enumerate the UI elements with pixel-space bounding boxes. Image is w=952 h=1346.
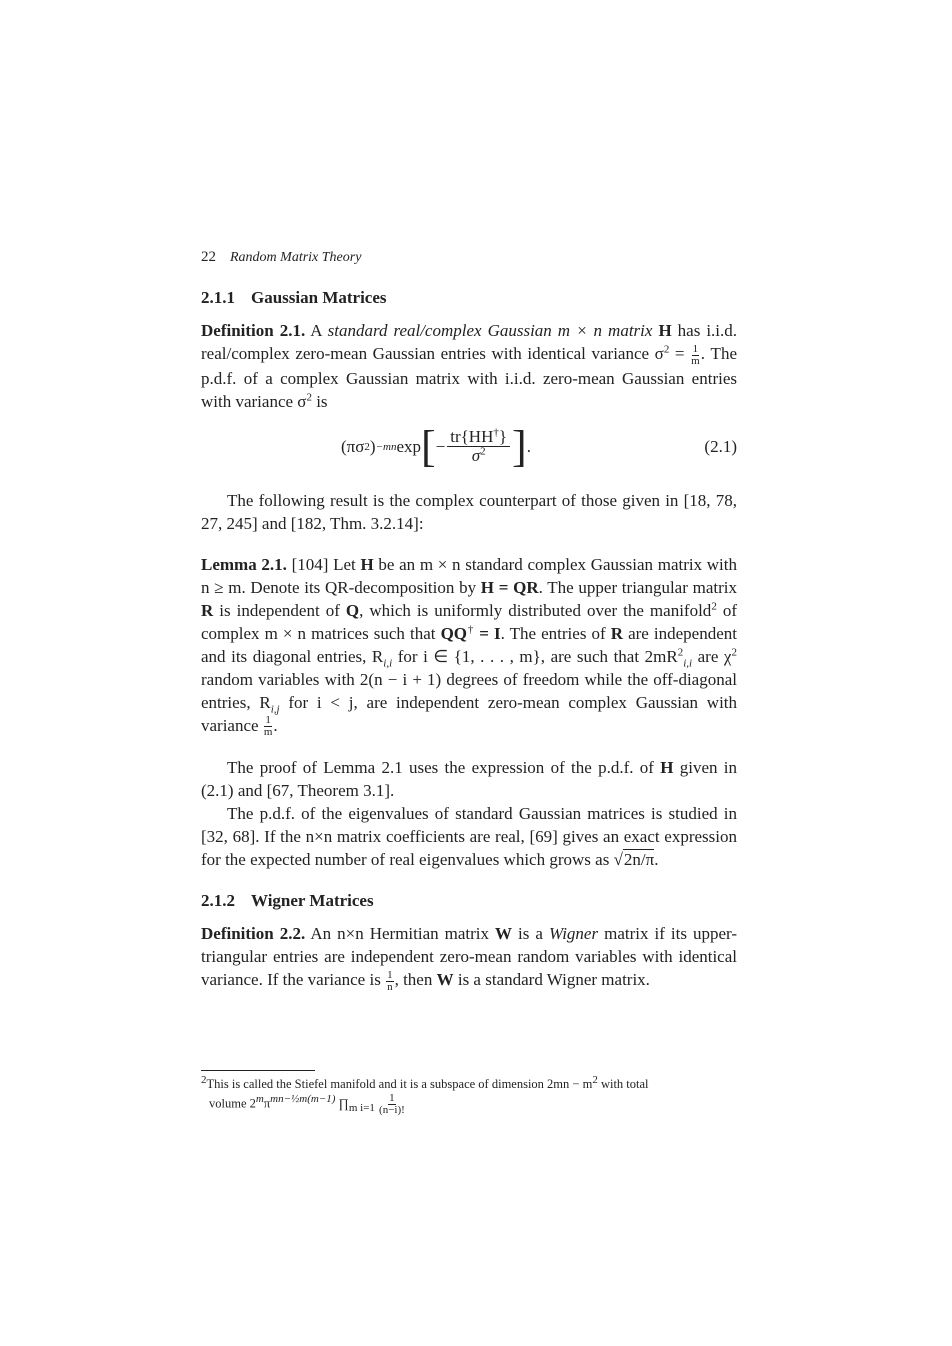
definition-2-2: Definition 2.2. An n×n Hermitian matrix W is a Wigner matrix if its upper-triangular entries are independent zero-mean random variables with identical variance. If the variance is $\frac{1}{n}$ , then W is a standard Wigner matrix. bbox=[201, 924, 737, 993]
running-header bbox=[201, 246, 737, 270]
equation-number: (2.1) bbox=[704, 436, 737, 456]
footnote-line-2: volume $2^m\pi^{mn-\frac{1}{2}m(m-1)}$ $\prod_{m i=1}$ $\frac{1}{(n-i)!}$ bbox=[209, 1092, 405, 1116]
footnote bbox=[201, 1070, 737, 1116]
section-heading-wigner: 2.1.2 Wigner Matrices bbox=[201, 891, 374, 911]
footnote-line-1: $^2$This is called the Stiefel manifold and it is a subspace of dimension $2mn - m^2$ with total bbox=[201, 1073, 649, 1091]
equation-2-1: (πσ 2 ) −mn exp [ − $\frac{tr\{HH^\dagger\}}{\sigma^2}$ ] . (2.1) bbox=[341, 421, 737, 471]
section-heading-gaussian: 2.1.1 Gaussian Matrices bbox=[201, 288, 387, 307]
page-number: 22 bbox=[201, 249, 216, 265]
lemma-2-1: Lemma 2.1. [104] Let H be an m × n standard complex Gaussian matrix with n ≥ m. Denote its QR-decomposition by H = QR. The upper triangular matrix R is independent of Q, which is uniformly distributed over the manifold$^2$ of complex m × n matrices such that QQ† = I. The entries of R are independent and its diagonal entries, $R_{i,i}$ for i ∈ {1, . . . , m}, are such that $2mR^2_{i,i}$ are $\chi^2$ random variables with 2(n − i + 1) degrees of freedom while the off-diagonal entries, $R_{i,j}$ for i < j, are independent zero-mean complex Gaussian with variance $\frac{1}{m}$ . bbox=[201, 554, 738, 739]
page-body bbox=[201, 246, 737, 993]
paragraph-proof: The proof of Lemma 2.1 uses the expression of the p.d.f. of H given in (2.1) and [67, Theorem 3.1]. bbox=[201, 758, 737, 801]
paragraph-eigenvalues: The p.d.f. of the eigenvalues of standard Gaussian matrices is studied in [32, 68]. If the n×n matrix coefficients are real, [69] gives an exact expression for the expected number of real eigenvalues which grows as √2n/π. bbox=[201, 804, 737, 870]
footnote-rule bbox=[201, 1070, 315, 1071]
footnote-mark: 2 bbox=[711, 599, 717, 612]
paragraph-counterpart: The following result is the complex counterpart of those given in [18, 78, 27, 245] and [182, Thm. 3.2.14]: bbox=[201, 490, 737, 533]
definition-2-1: Definition 2.1. A standard real/complex Gaussian m × n matrix H has i.i.d. real/complex zero-mean Gaussian entries with identical variance $\sigma^2$ = $\frac{1}{m}$ . The p.d.f. of a complex Gaussian matrix with i.i.d. zero-mean Gaussian entries with variance $\sigma^2$ is bbox=[201, 321, 738, 411]
running-title: Random Matrix Theory bbox=[230, 250, 362, 265]
